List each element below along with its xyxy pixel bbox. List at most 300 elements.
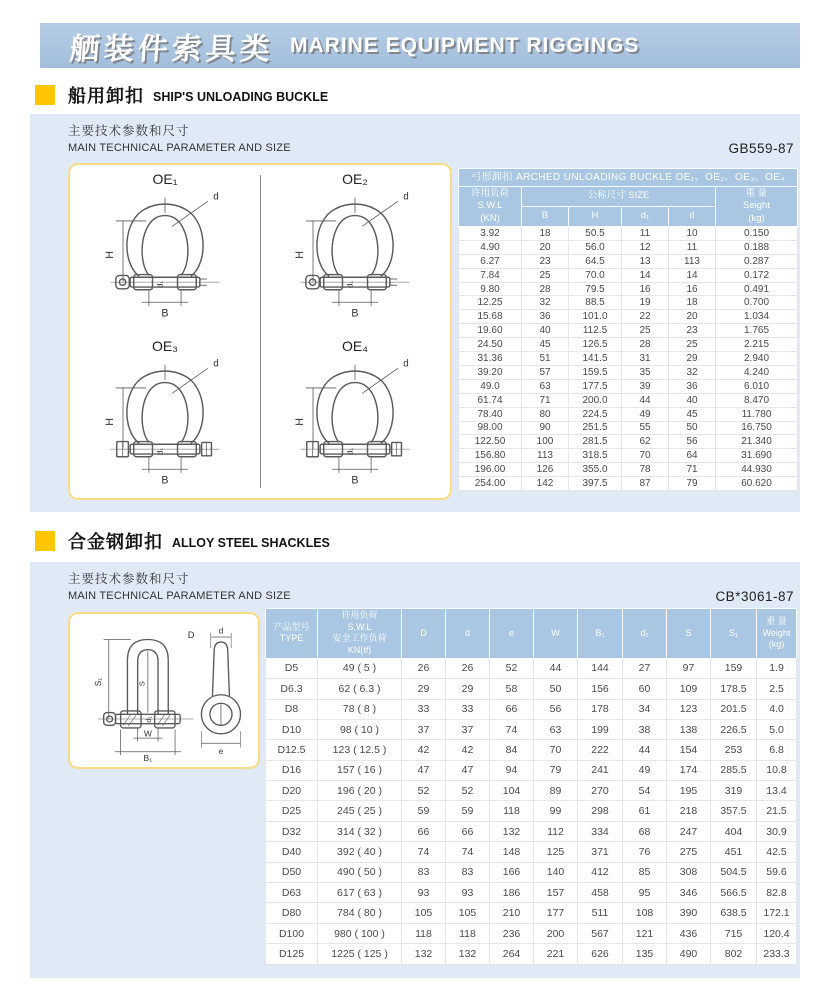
dim-label-d: d: [213, 358, 219, 370]
table-row: [459, 296, 798, 310]
dim-label-b: B: [161, 307, 169, 320]
section2-heading: [35, 530, 330, 552]
table-row: [266, 679, 797, 699]
table-cell: 802: [711, 944, 757, 964]
weight-line-cn: 重 量: [766, 615, 787, 626]
table-cell: 21.340: [716, 435, 798, 449]
table-cell: D6.3: [266, 679, 318, 699]
table-cell: 79: [669, 477, 716, 491]
table-cell: 19: [622, 296, 669, 310]
table-cell: 254.00: [459, 477, 522, 491]
table-cell: 2.940: [716, 352, 798, 366]
table-cell: 458: [578, 883, 623, 903]
table-row: [266, 719, 797, 739]
table-cell: 567: [578, 923, 623, 943]
table-cell: 45: [669, 407, 716, 421]
col-header-S: S: [667, 609, 711, 659]
table-cell: 0.172: [716, 268, 798, 282]
table-cell: 10.8: [757, 760, 797, 780]
table-cell: 56: [669, 435, 716, 449]
table-cell: 122.50: [459, 435, 522, 449]
table1-header: [459, 169, 798, 227]
weight-line-en: Seight: [743, 200, 770, 212]
table-cell: 44.930: [716, 463, 798, 477]
table-cell: 83: [402, 862, 446, 882]
col-header-d: d: [446, 609, 490, 659]
table-cell: 195: [667, 781, 711, 801]
table-cell: 38: [623, 719, 667, 739]
table-row: [459, 379, 798, 393]
type-line-en: TYPE: [279, 633, 304, 644]
weight-line-unit: (kg): [748, 212, 765, 224]
table-cell: 638.5: [711, 903, 757, 923]
table-cell: 318.5: [569, 449, 622, 463]
swl-line-cn: 许用负荷: [470, 188, 509, 199]
table-row: [459, 477, 798, 491]
table-cell: 245 ( 25 ): [318, 801, 402, 821]
table-cell: 66: [490, 699, 534, 719]
table-cell: 61.74: [459, 393, 522, 407]
table-cell: 52: [490, 658, 534, 678]
table-cell: 16: [669, 282, 716, 296]
dim-label-b: B: [351, 474, 359, 487]
table-cell: 144: [578, 658, 623, 678]
weight-line-cn: 重 量: [745, 188, 768, 199]
bow-shackle-screw-pin-icon: [81, 187, 249, 321]
table-row: [459, 435, 798, 449]
table-cell: 59: [446, 801, 490, 821]
table-cell: 78 ( 8 ): [318, 699, 402, 719]
table-cell: 251.5: [569, 421, 622, 435]
table-cell: 264: [490, 944, 534, 964]
table-cell: 135: [623, 944, 667, 964]
table-cell: 50.5: [569, 227, 622, 241]
bow-shackle-screw-pin-icon: [271, 187, 439, 321]
figure-label: OE₄: [342, 337, 368, 354]
table-cell: 5.0: [757, 719, 797, 739]
table-cell: 6.27: [459, 254, 522, 268]
table-cell: 13: [622, 254, 669, 268]
section1-param-label: [68, 121, 291, 154]
table-cell: 70: [622, 449, 669, 463]
table-cell: 126: [522, 463, 569, 477]
table-cell: 1.765: [716, 324, 798, 338]
table-cell: 74: [490, 719, 534, 739]
col-header-S1: S₁: [711, 609, 757, 659]
table-cell: 56.0: [569, 240, 622, 254]
table-cell: 35: [622, 365, 669, 379]
table-cell: 50: [534, 679, 578, 699]
table-cell: 78: [622, 463, 669, 477]
table-cell: 236: [490, 923, 534, 943]
table-row: [459, 393, 798, 407]
table-cell: 66: [446, 821, 490, 841]
table-cell: D8: [266, 699, 318, 719]
banner-title-en: MARINE EQUIPMENT RIGGINGS: [290, 33, 640, 57]
table-cell: 31.690: [716, 449, 798, 463]
type-line-cn: 产品型号: [273, 621, 310, 632]
table-row: [459, 365, 798, 379]
table-cell: 39: [622, 379, 669, 393]
table-cell: D5: [266, 658, 318, 678]
dim-label-d1: d₁: [345, 280, 355, 288]
table-cell: 174: [667, 760, 711, 780]
table-row: [266, 740, 797, 760]
table-cell: 120.4: [757, 923, 797, 943]
dim-label-h: H: [104, 251, 117, 259]
table-cell: 56: [534, 699, 578, 719]
swl-line-3: 安全工作负荷: [332, 633, 387, 644]
col-header-type: [266, 609, 318, 659]
arched-buckle-table: [458, 168, 798, 491]
table-cell: 404: [711, 821, 757, 841]
table-cell: 141.5: [569, 352, 622, 366]
table-cell: 10: [669, 227, 716, 241]
table-cell: 36: [669, 379, 716, 393]
table-cell: 177.5: [569, 379, 622, 393]
dim-label-S1: S₁: [93, 677, 104, 687]
table-cell: 177: [534, 903, 578, 923]
table-cell: 84: [490, 740, 534, 760]
table-cell: D80: [266, 903, 318, 923]
table-cell: 25: [522, 268, 569, 282]
table-cell: 29: [669, 352, 716, 366]
table-row: [459, 324, 798, 338]
col-header-B1: B₁: [578, 609, 623, 659]
table-cell: D125: [266, 944, 318, 964]
table-cell: 314 ( 32 ): [318, 821, 402, 841]
swl-line-en: S.W.L: [477, 200, 503, 212]
dim-label-h: H: [294, 251, 307, 259]
table-cell: 346: [667, 883, 711, 903]
table-cell: 157: [534, 883, 578, 903]
dim-label-b: B: [351, 307, 359, 320]
table-cell: 33: [446, 699, 490, 719]
table-cell: 156: [578, 679, 623, 699]
table-cell: 99: [534, 801, 578, 821]
bow-shackle-bolt-pin-icon: [81, 354, 249, 488]
figure-oe2: [260, 165, 450, 332]
table-cell: 60.620: [716, 477, 798, 491]
table-cell: 511: [578, 903, 623, 923]
table-cell: 98 ( 10 ): [318, 719, 402, 739]
table-cell: 156.80: [459, 449, 522, 463]
table-cell: 200: [534, 923, 578, 943]
swl-line-unit: (KN): [480, 212, 500, 224]
figure-label: OE₂: [342, 171, 368, 187]
table-cell: 32: [669, 365, 716, 379]
table-cell: 37: [446, 719, 490, 739]
yellow-square-bullet: [35, 531, 55, 551]
table-cell: 94: [490, 760, 534, 780]
table-cell: 138: [667, 719, 711, 739]
table-cell: 270: [578, 781, 623, 801]
table-cell: 118: [446, 923, 490, 943]
table-cell: 241: [578, 760, 623, 780]
table-cell: 109: [667, 679, 711, 699]
table-cell: 74: [446, 842, 490, 862]
table-cell: 142: [522, 477, 569, 491]
table-cell: 50: [669, 421, 716, 435]
param-cn: 主要技术参数和尺寸: [68, 124, 190, 138]
dim-label-d: d: [403, 191, 409, 203]
table-cell: 12.25: [459, 296, 522, 310]
dim-label-h: H: [104, 417, 117, 426]
table-cell: 79.5: [569, 282, 622, 296]
table-cell: 39.20: [459, 365, 522, 379]
table-cell: 93: [402, 883, 446, 903]
col-header-b: B: [522, 207, 569, 227]
table-cell: 200.0: [569, 393, 622, 407]
table-cell: 44: [534, 658, 578, 678]
table-cell: 21.5: [757, 801, 797, 821]
table-cell: 55: [622, 421, 669, 435]
table-cell: 166: [490, 862, 534, 882]
table-cell: 281.5: [569, 435, 622, 449]
col-header-swl: [459, 187, 522, 227]
table-cell: 113: [669, 254, 716, 268]
table-row: [266, 944, 797, 964]
table-cell: 28: [522, 282, 569, 296]
table1-title: 弓形卸扣 ARCHED UNLOADING BUCKLE OE₁、OE₂、OE₃、OE₄: [459, 169, 798, 187]
table-cell: 132: [402, 944, 446, 964]
table-cell: 308: [667, 862, 711, 882]
table-cell: D16: [266, 760, 318, 780]
table-cell: 218: [667, 801, 711, 821]
table-cell: 42: [446, 740, 490, 760]
table-cell: 298: [578, 801, 623, 821]
table-cell: 334: [578, 821, 623, 841]
table-cell: 172.1: [757, 903, 797, 923]
table-row: [459, 268, 798, 282]
table-cell: 123: [667, 699, 711, 719]
table-row: [459, 352, 798, 366]
table-cell: 355.0: [569, 463, 622, 477]
table-cell: 121: [623, 923, 667, 943]
table-cell: 0.700: [716, 296, 798, 310]
table-cell: 101.0: [569, 310, 622, 324]
table-row: [459, 407, 798, 421]
table-cell: 357.5: [711, 801, 757, 821]
table-row: [266, 883, 797, 903]
table-cell: 31.36: [459, 352, 522, 366]
table-cell: 159: [711, 658, 757, 678]
table-cell: 222: [578, 740, 623, 760]
dim-label-d1: d₁: [155, 447, 165, 455]
table-cell: 980 ( 100 ): [318, 923, 402, 943]
dim-label-B1: B₁: [143, 753, 153, 764]
table-cell: 4.240: [716, 365, 798, 379]
table-cell: 29: [402, 679, 446, 699]
standard-code-gb: GB559-87: [728, 141, 794, 156]
table-cell: 45: [522, 338, 569, 352]
table-cell: 112.5: [569, 324, 622, 338]
table-cell: D10: [266, 719, 318, 739]
swl-line-4: KN(tf): [347, 645, 372, 656]
table-cell: 504.5: [711, 862, 757, 882]
table-cell: 118: [402, 923, 446, 943]
table-cell: 1.034: [716, 310, 798, 324]
table-cell: 88.5: [569, 296, 622, 310]
col-header-d: d: [669, 207, 716, 227]
section2-panel: [30, 562, 800, 978]
table-row: [459, 463, 798, 477]
table-row: [459, 310, 798, 324]
page-banner: [40, 23, 800, 68]
table-cell: 71: [669, 463, 716, 477]
weight-line-unit: (kg): [768, 639, 785, 650]
table-cell: 58: [490, 679, 534, 699]
table-cell: 105: [402, 903, 446, 923]
yellow-square-bullet: [35, 85, 55, 105]
table-cell: D32: [266, 821, 318, 841]
table-cell: 11: [622, 227, 669, 241]
table-cell: 59.6: [757, 862, 797, 882]
param-en: MAIN TECHNICAL PARAMETER AND SIZE: [68, 590, 291, 602]
dim-label-b: B: [161, 474, 169, 487]
table-cell: D25: [266, 801, 318, 821]
table-cell: 233.3: [757, 944, 797, 964]
table-cell: 3.92: [459, 227, 522, 241]
dim-label-D: D: [187, 629, 195, 640]
table-cell: 44: [622, 393, 669, 407]
table-cell: 436: [667, 923, 711, 943]
dee-shackle-outline: [98, 633, 241, 755]
table-cell: 19.60: [459, 324, 522, 338]
table-cell: 2.215: [716, 338, 798, 352]
table-cell: D50: [266, 862, 318, 882]
table-cell: 26: [446, 658, 490, 678]
table-cell: 451: [711, 842, 757, 862]
table-cell: 105: [446, 903, 490, 923]
table-cell: 0.491: [716, 282, 798, 296]
table-cell: 11.780: [716, 407, 798, 421]
table-cell: 24.50: [459, 338, 522, 352]
table-cell: 66: [402, 821, 446, 841]
table-cell: 126.5: [569, 338, 622, 352]
table-row: [459, 227, 798, 241]
table-cell: 57: [522, 365, 569, 379]
table-cell: 26: [402, 658, 446, 678]
table-cell: 90: [522, 421, 569, 435]
table-cell: 490 ( 50 ): [318, 862, 402, 882]
col-header-h: H: [569, 207, 622, 227]
table-cell: 226.5: [711, 719, 757, 739]
table-cell: 100: [522, 435, 569, 449]
table-cell: 93: [446, 883, 490, 903]
table-cell: 60: [623, 679, 667, 699]
table-cell: 7.84: [459, 268, 522, 282]
table-cell: 210: [490, 903, 534, 923]
dim-label-d1: d₁: [155, 280, 165, 288]
dim-label-e: e: [218, 746, 224, 757]
table-cell: 70: [534, 740, 578, 760]
table-cell: 1225 ( 125 ): [318, 944, 402, 964]
dim-label-d: d: [403, 358, 409, 370]
table-cell: 196.00: [459, 463, 522, 477]
table-row: [266, 903, 797, 923]
table-cell: 224.5: [569, 407, 622, 421]
table-cell: 63: [522, 379, 569, 393]
table-cell: 63: [534, 719, 578, 739]
table-cell: 6.8: [757, 740, 797, 760]
table-cell: 8.470: [716, 393, 798, 407]
bow-shackle-diagram-box: [68, 163, 452, 500]
table-cell: 285.5: [711, 760, 757, 780]
table-cell: 125: [534, 842, 578, 862]
table-cell: 18: [522, 227, 569, 241]
table-cell: 253: [711, 740, 757, 760]
col-header-weight: [716, 187, 798, 227]
table-cell: 49: [623, 760, 667, 780]
table-cell: 148: [490, 842, 534, 862]
table-row: [266, 781, 797, 801]
table-cell: 54: [623, 781, 667, 801]
table-cell: 51: [522, 352, 569, 366]
table-cell: 412: [578, 862, 623, 882]
table-cell: 79: [534, 760, 578, 780]
table-cell: 157 ( 16 ): [318, 760, 402, 780]
table-cell: 715: [711, 923, 757, 943]
table-cell: 64: [669, 449, 716, 463]
table-row: [459, 282, 798, 296]
table-cell: 33: [402, 699, 446, 719]
table-row: [459, 254, 798, 268]
table-cell: 178.5: [711, 679, 757, 699]
table-cell: 82.8: [757, 883, 797, 903]
section2-title-cn: 合金钢卸扣: [68, 532, 163, 552]
table-cell: 83: [446, 862, 490, 882]
table-cell: 0.188: [716, 240, 798, 254]
table-cell: 159.5: [569, 365, 622, 379]
table-cell: D100: [266, 923, 318, 943]
table-cell: 104: [490, 781, 534, 801]
dim-label-S: S: [137, 681, 147, 687]
table-cell: 221: [534, 944, 578, 964]
table-cell: 98.00: [459, 421, 522, 435]
table-cell: 397.5: [569, 477, 622, 491]
section1-panel: [30, 114, 800, 512]
figure-label: OE₁: [152, 171, 178, 187]
table-cell: 626: [578, 944, 623, 964]
col-header-d1: d₁: [623, 609, 667, 659]
table-cell: 52: [402, 781, 446, 801]
param-cn: 主要技术参数和尺寸: [68, 572, 190, 586]
table-cell: 40: [669, 393, 716, 407]
table-cell: 68: [623, 821, 667, 841]
table-cell: 25: [622, 324, 669, 338]
table-cell: 11: [669, 240, 716, 254]
section1-title-en: SHIP'S UNLOADING BUCKLE: [153, 89, 329, 104]
table-cell: 18: [669, 296, 716, 310]
table-cell: 196 ( 20 ): [318, 781, 402, 801]
table-cell: 74: [402, 842, 446, 862]
alloy-shackle-table: [265, 608, 797, 965]
table-cell: 64.5: [569, 254, 622, 268]
section2-param-label: [68, 569, 291, 602]
table-cell: 23: [669, 324, 716, 338]
table-row: [459, 240, 798, 254]
col-header-W: W: [534, 609, 578, 659]
table-cell: 132: [490, 821, 534, 841]
table-cell: 76: [623, 842, 667, 862]
table-cell: 40: [522, 324, 569, 338]
table-cell: 108: [623, 903, 667, 923]
table-row: [266, 862, 797, 882]
table-cell: 20: [522, 240, 569, 254]
table-cell: 275: [667, 842, 711, 862]
table-cell: 32: [522, 296, 569, 310]
